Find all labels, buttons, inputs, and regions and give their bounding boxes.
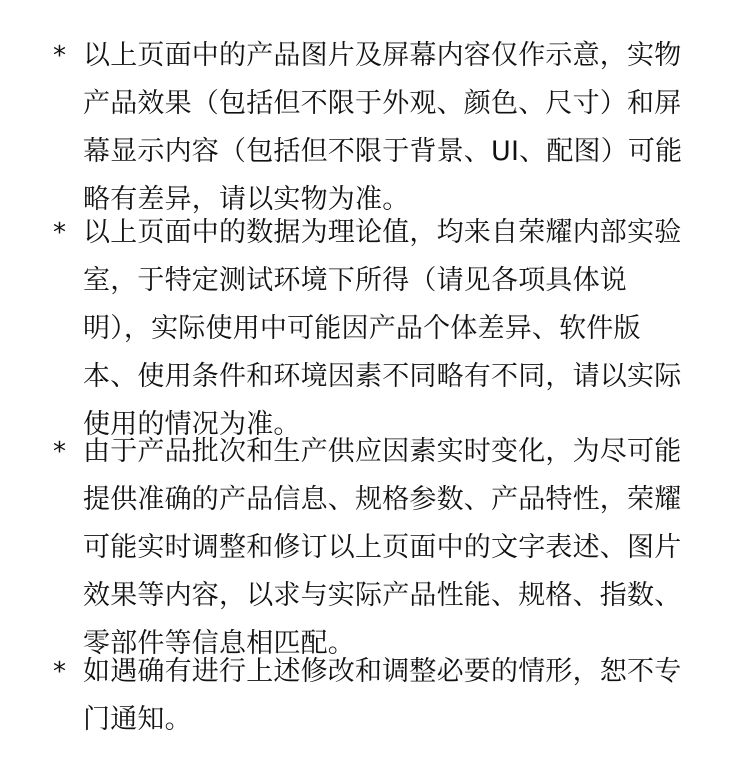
note-line: 使用的情况为准。 bbox=[83, 409, 301, 440]
note-line: 略有差异，请以实物为准。 bbox=[83, 184, 410, 215]
note-line: 以上页面中的数据为理论值，均来自荣耀内部实验 bbox=[83, 217, 682, 248]
note-line: 提供准确的产品信息、规格参数、产品特性，荣耀 bbox=[83, 484, 682, 515]
bullet-asterisk: * bbox=[53, 657, 66, 687]
bullet-asterisk: * bbox=[53, 437, 66, 467]
note-line: 明），实际使用中可能因产品个体差异、软件版 bbox=[83, 313, 641, 344]
note-line: 产品效果（包括但不限于外观、颜色、尺寸）和屏 bbox=[83, 88, 682, 119]
bullet-asterisk: * bbox=[53, 41, 66, 71]
note-line: 由于产品批次和生产供应因素实时变化，为尽可能 bbox=[83, 436, 682, 467]
note-line: 以上页面中的产品图片及屏幕内容仅作示意，实物 bbox=[83, 40, 682, 71]
note-line: 本、使用条件和环境因素不同略有不同，请以实际 bbox=[83, 361, 682, 392]
note-line: 可能实时调整和修订以上页面中的文字表述、图片 bbox=[83, 532, 682, 563]
note-line: 幕显示内容（包括但不限于背景、UI、配图）可能 bbox=[83, 136, 683, 167]
note-line: 效果等内容，以求与实际产品性能、规格、指数、 bbox=[83, 580, 682, 611]
note-line: 如遇确有进行上述修改和调整必要的情形，恕不专 bbox=[83, 656, 682, 687]
note-line: 零部件等信息相匹配。 bbox=[83, 628, 355, 659]
bullet-asterisk: * bbox=[53, 218, 66, 248]
note-line: 室，于特定测试环境下所得（请见各项具体说 bbox=[83, 265, 627, 296]
note-line: 门通知。 bbox=[83, 704, 192, 735]
